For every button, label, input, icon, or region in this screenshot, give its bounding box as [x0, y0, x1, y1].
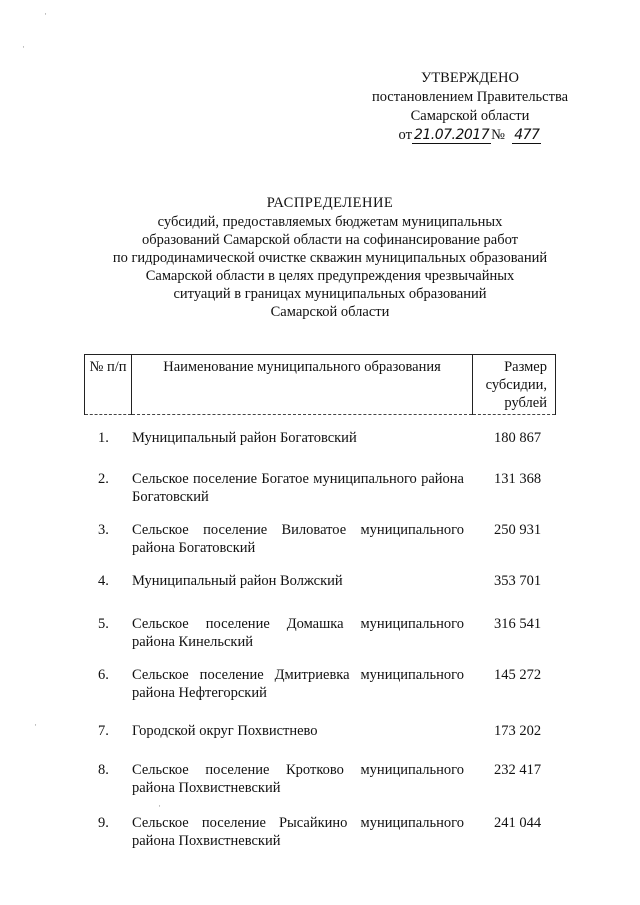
title-heading: РАСПРЕДЕЛЕНИЕ — [266, 195, 394, 211]
scan-speck: · — [34, 720, 37, 730]
row-name: Муниципальный район Волжский — [132, 573, 343, 589]
row-name: Сельское поселение Дмитриевка муниципального района Нефтегорский — [132, 667, 464, 701]
row-amount: 145 272 — [494, 667, 542, 683]
row-number: 1. — [98, 430, 109, 446]
row-amount: 180 867 — [494, 430, 542, 446]
row-number: 7. — [98, 723, 109, 739]
row-amount: 250 931 — [494, 522, 542, 538]
row-name: Сельское поселение Кротково муниципального района Похвистневский — [132, 762, 464, 796]
approval-by: постановлением Правительства — [371, 89, 569, 105]
document-title — [60, 194, 600, 321]
row-number: 4. — [98, 573, 109, 589]
row-number: 9. — [98, 815, 109, 831]
column-header-name: Наименование муниципального образования — [132, 355, 473, 415]
row-amount: 241 044 — [494, 815, 542, 831]
row-name: Сельское поселение Рысайкино муниципального района Похвистневский — [132, 815, 464, 849]
row-amount: 316 541 — [494, 616, 542, 632]
row-amount: 131 368 — [494, 471, 542, 487]
handwritten-date: 21.07.2017 — [413, 127, 490, 143]
approval-block — [360, 69, 580, 145]
scan-speck: · — [158, 801, 161, 811]
row-number: 3. — [98, 522, 109, 538]
row-amount: 173 202 — [494, 723, 542, 739]
title-line: субсидий, предоставляемых бюджетам муниципальных — [157, 214, 503, 230]
row-number: 2. — [98, 471, 109, 487]
table-header — [84, 354, 556, 415]
date-prefix: от — [398, 127, 412, 143]
row-name: Сельское поселение Виловатое муниципального района Богатовский — [132, 522, 464, 556]
row-name: Сельское поселение Домашка муниципального района Кинельский — [132, 616, 464, 650]
row-name: Сельское поселение Богатое муниципального района Богатовский — [132, 471, 464, 505]
row-number: 5. — [98, 616, 109, 632]
approval-region: Самарской области — [410, 108, 530, 124]
scan-speck: · — [44, 9, 47, 19]
approval-date-line — [360, 126, 580, 145]
title-line: Самарской области в целях предупреждения чрезвычайных — [145, 268, 515, 284]
row-number: 8. — [98, 762, 109, 778]
row-name: Городской округ Похвистнево — [132, 723, 318, 739]
title-line: по гидродинамической очистке скважин муниципальных образований — [112, 250, 548, 266]
handwritten-number: 477 — [514, 127, 540, 143]
scan-speck: · — [22, 42, 25, 52]
title-line: Самарской области — [270, 304, 390, 320]
row-amount: 232 417 — [494, 762, 542, 778]
column-header-amount: Размер субсидии, рублей — [473, 355, 556, 415]
column-header-num: № п/п — [85, 355, 132, 415]
row-number: 6. — [98, 667, 109, 683]
title-line: образований Самарской области на софинансирование работ — [142, 232, 518, 248]
row-name: Муниципальный район Богатовский — [132, 430, 357, 446]
row-amount: 353 701 — [494, 573, 542, 589]
number-prefix: № — [491, 127, 505, 143]
title-line: ситуаций в границах муниципальных образований — [173, 286, 487, 302]
approval-stamp: УТВЕРЖДЕНО — [421, 70, 519, 86]
